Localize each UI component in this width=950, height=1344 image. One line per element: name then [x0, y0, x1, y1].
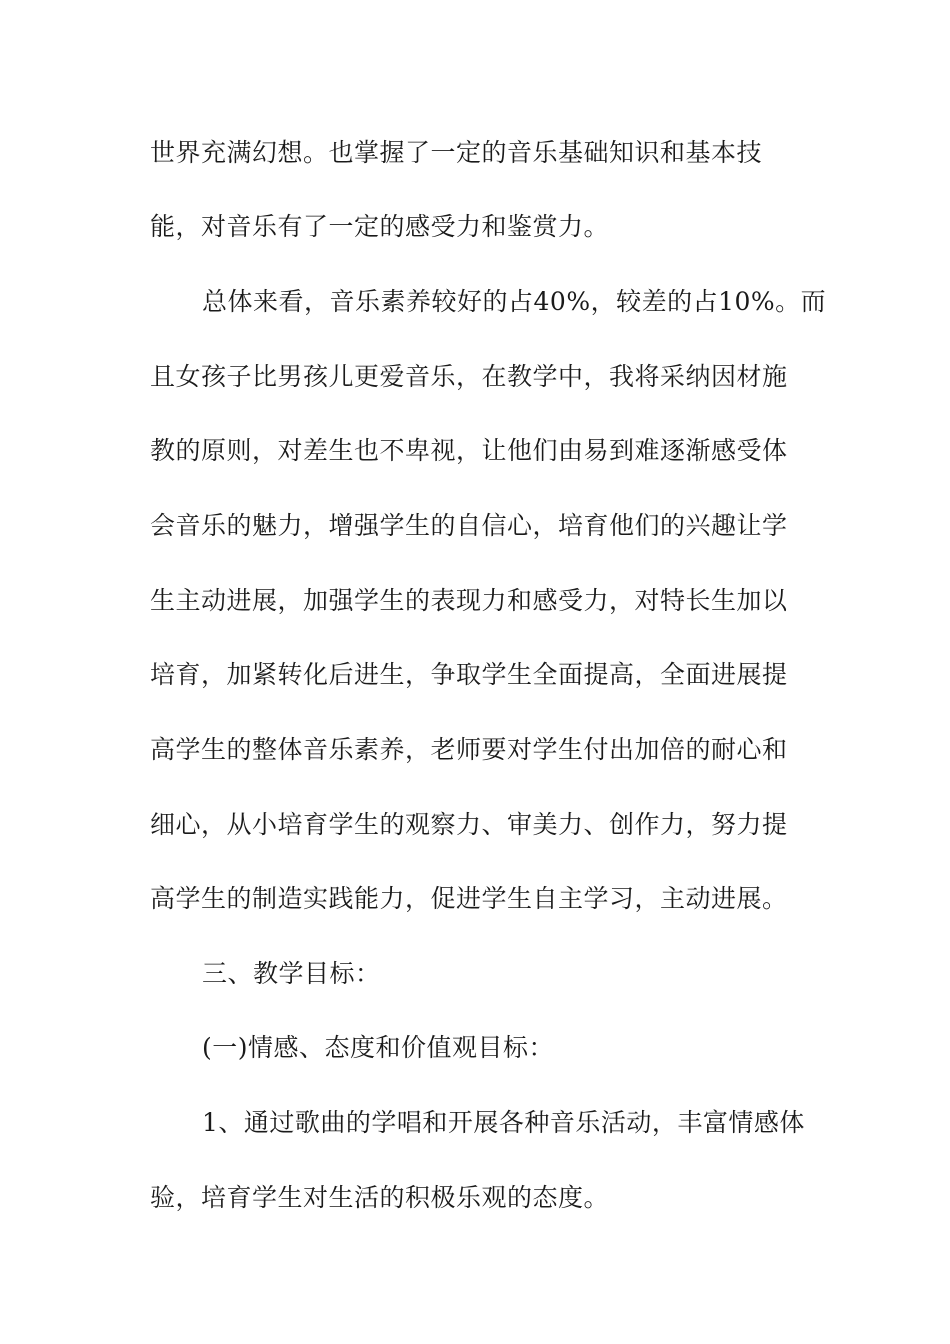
text-line: 高学生的整体音乐素养，老师要对学生付出加倍的耐心和 — [150, 735, 788, 764]
text-line: 且女孩子比男孩儿更爱音乐，在教学中，我将采纳因材施 — [150, 362, 788, 391]
text-line: 验，培育学生对生活的积极乐观的态度。 — [150, 1183, 610, 1212]
list-item-start-line: 1、通过歌曲的学唱和开展各种音乐活动，丰富情感体 — [202, 1108, 805, 1137]
text-line: 世界充满幻想。也掌握了一定的音乐基础知识和基本技 — [150, 138, 763, 167]
text-line: 高学生的制造实践能力，促进学生自主学习，主动进展。 — [150, 884, 788, 913]
text-line: 教的原则，对差生也不卑视，让他们由易到难逐渐感受体 — [150, 436, 788, 465]
text-line: 能，对音乐有了一定的感受力和鉴赏力。 — [150, 212, 610, 241]
paragraph-start-line: 总体来看，音乐素养较好的占40%，较差的占10%。而 — [202, 287, 827, 316]
text-line: 生主动进展，加强学生的表现力和感受力，对特长生加以 — [150, 586, 788, 615]
text-line: 会音乐的魅力，增强学生的自信心，培育他们的兴趣让学 — [150, 511, 788, 540]
subsection-heading: (一)情感、态度和价值观目标： — [202, 1033, 555, 1062]
section-heading: 三、教学目标： — [202, 959, 381, 988]
text-line: 细心，从小培育学生的观察力、审美力、创作力，努力提 — [150, 810, 788, 839]
text-line: 培育，加紧转化后进生，争取学生全面提高，全面进展提 — [150, 660, 788, 689]
